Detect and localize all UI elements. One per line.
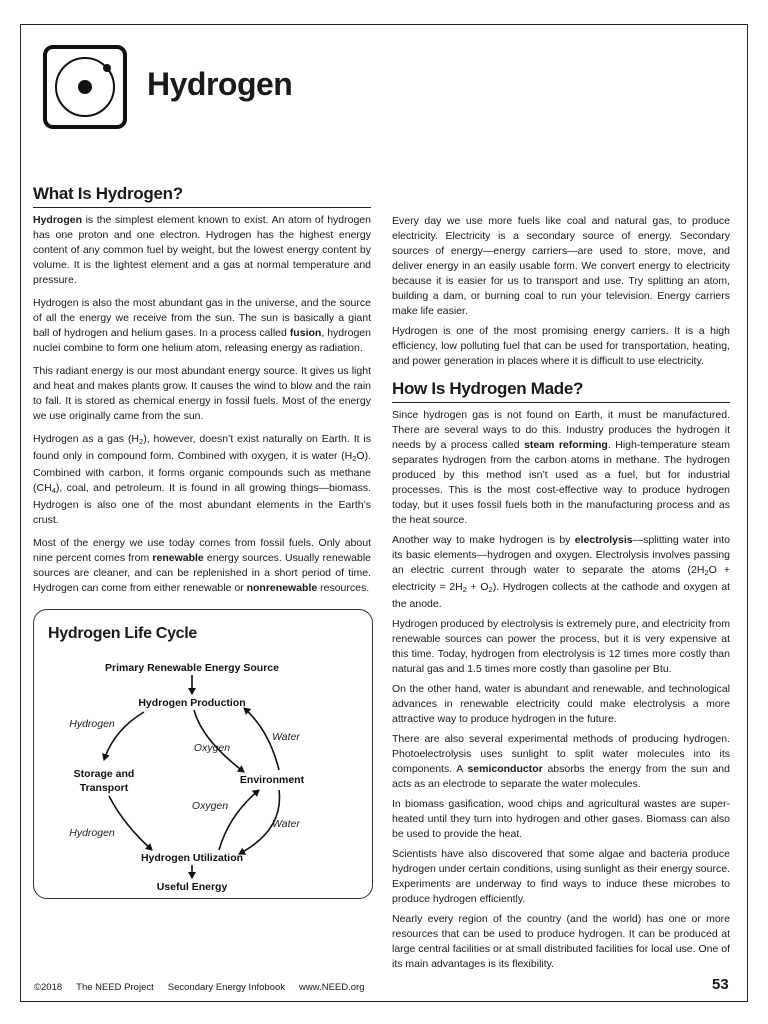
page-title: Hydrogen xyxy=(147,66,293,102)
paragraph: Scientists have also discovered that some algae and bacteria produce hydrogen under certain conditions, using sunlight as their energy source. Experiments are underway to find ways to induce these microbes to produce hydrogen efficiently. xyxy=(392,848,730,905)
paragraph: Most of the energy we use today comes from fossil fuels. Only about nine percent comes from renewable energy sources. Usually renewable sources are cleaner, and can be replenished in a short period of time. Hydrogen can come from either renewable or nonrenewable resources. xyxy=(33,537,371,594)
paragraph: Another way to make hydrogen is by electrolysis—splitting water into its basic elements—hydrogen and oxygen. Electrolysis involves passing an electric current through water to separate the atoms ($2H_2O$ + electricity = $2H_2 + O_2$). Hydrogen collects at the cathode and oxygen at the anode. xyxy=(392,534,730,610)
label-hydrogen-bottom: Hydrogen xyxy=(69,827,115,839)
paragraph: Nearly every region of the country (and the world) has one or more resources that can be used to produce hydrogen. It can be produced at large central facilities or at small distributed facilities for local use. One of its main advantages is its flexibility. xyxy=(392,913,730,970)
node-production: Hydrogen Production xyxy=(138,697,246,709)
paragraph: In biomass gasification, wood chips and agricultural wastes are super-heated until they turn into hydrogen and other gases. Biomass can also be used to provide the heat. xyxy=(392,798,730,840)
node-environment: Environment xyxy=(239,774,305,786)
paragraph: Hydrogen is also the most abundant gas in the universe, and the source of all the energy we receive from the sun. The sun is basically a giant ball of hydrogen and helium gases. In a process called fusion, hydrogen nuclei combine to form one helium atom, releasing energy as radiation. xyxy=(33,297,371,354)
node-useful: Useful Energy xyxy=(156,881,228,893)
left-column xyxy=(33,184,371,604)
footer-copyright: ©2018 xyxy=(34,982,63,993)
paragraph: Every day we use more fuels like coal and natural gas, to produce electricity. Electricity is a secondary source of energy. Secondary sources of energy—energy carriers—are used to store, move, and deliver energy in an easily usable form. We convert energy to electricity because it is easier for us to transport and use. Try splitting an atom, building a dam, or burning coal to run your television. Energy carriers make life easier. xyxy=(392,215,730,317)
label-oxygen-top: Oxygen xyxy=(193,742,231,754)
lifecycle-diagram xyxy=(33,609,373,899)
node-utilization: Hydrogen Utilization xyxy=(140,852,244,864)
paragraph: There are also several experimental methods of producing hydrogen. Photoelectrolysis uses sunlight to split water molecules into its components. A semiconductor absorbs the energy from the sun and acts as an electrode to separate the water molecules. xyxy=(392,733,730,790)
lifecycle-title: Hydrogen Life Cycle xyxy=(48,625,198,642)
paragraph: This radiant energy is our most abundant energy source. It gives us light and heat and makes plants grow. It causes the wind to blow and the rain to fall. It is stored as chemical energy in fossil fuels. Most of the energy we use originally came from the sun. xyxy=(33,365,371,422)
arrow-storage-to-utilization xyxy=(109,796,152,850)
node-source: Primary Renewable Energy Source xyxy=(105,662,279,674)
arrow-environment-to-utilization xyxy=(239,790,280,854)
label-hydrogen-top: Hydrogen xyxy=(69,718,115,730)
atom-icon xyxy=(43,45,127,129)
paragraph: On the other hand, water is abundant and renewable, and technological advances in renewable electricity could make electrolysis a more attractive way to produce hydrogen in the future. xyxy=(392,683,730,725)
footer xyxy=(34,982,378,993)
footer-org: The NEED Project xyxy=(76,982,154,993)
label-oxygen-bottom: Oxygen xyxy=(191,800,229,812)
node-storage-line1: Storage and xyxy=(73,768,135,780)
section-heading-what-is-hydrogen: What Is Hydrogen? xyxy=(33,184,371,208)
arrow-utilization-to-environment xyxy=(219,790,259,850)
footer-url[interactable]: www.NEED.org xyxy=(299,982,365,993)
footer-book: Secondary Energy Infobook xyxy=(167,982,286,993)
right-column xyxy=(392,214,730,977)
arrow-production-to-environment xyxy=(194,710,244,772)
node-storage-line2: Transport xyxy=(79,782,129,794)
paragraph: Hydrogen as a gas $(H_2)$, however, doesn’t exist naturally on Earth. It is found only in compound form. Combined with oxygen, it is water $(H_2O)$. Combined with carbon, it forms organic compounds such as methane $(CH_4)$, coal, and petroleum. It is found in all growing things—biomass. Hydrogen is also one of the most abundant elements in the Earth’s crust. xyxy=(33,433,371,526)
paragraph: Hydrogen produced by electrolysis is extremely pure, and electricity from renewable sources can power the process, but it is very expensive at this time. Today, hydrogen from electrolysis is 12 times more costly than natural gas and 1.5 times more costly than gasoline per Btu. xyxy=(392,618,730,675)
label-water-top: Water xyxy=(272,731,300,743)
paragraph: Hydrogen is one of the most promising energy carriers. It is a high efficiency, low polluting fuel that can be used for transportation, heating, and power generation in places where it is difficult to use electricity. xyxy=(392,325,730,367)
paragraph: Since hydrogen gas is not found on Earth, it must be manufactured. There are several ways to do this. Industry produces the hydrogen it needs by a process called steam reforming. High-temperature steam separates hydrogen from the carbon atoms in methane. The hydrogen produced by this method isn’t used as a fuel, but for industrial processes. This is the most cost-effective way to produce hydrogen today, but it uses fossil fuels both in the manufacturing process and as the heat source. xyxy=(392,409,730,526)
paragraph: Hydrogen is the simplest element known to exist. An atom of hydrogen has one proton and one electron. Hydrogen has the highest energy content of any common fuel by weight, but the lowest energy content by volume. It is the lightest element and a gas at normal temperature and pressure. xyxy=(33,214,371,286)
section-heading-how-is-hydrogen-made: How Is Hydrogen Made? xyxy=(392,379,730,403)
label-water-bottom: Water xyxy=(272,818,300,830)
page-number: 53 xyxy=(712,976,729,993)
